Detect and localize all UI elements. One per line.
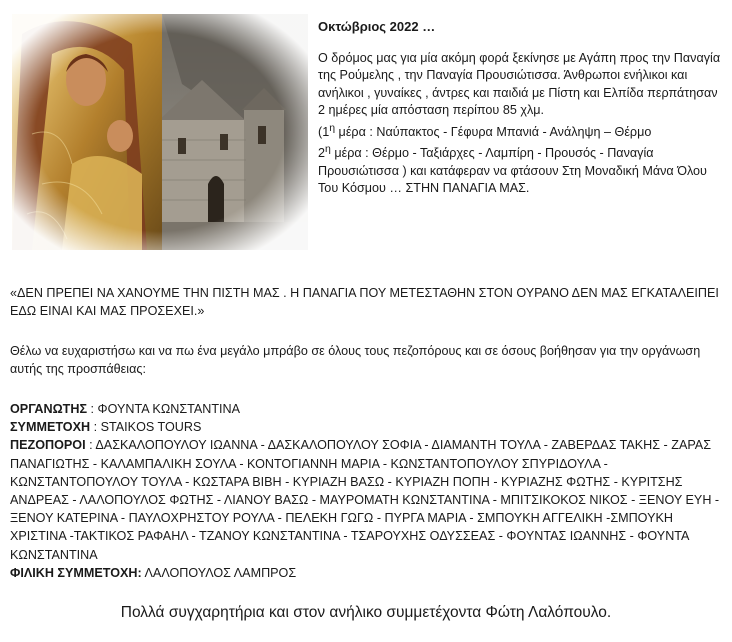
participation-value: : STAIKOS TOURS xyxy=(90,420,202,435)
day2-route: μέρα : Θέρμο - Ταξιάρχες - Λαμπίρη - Προυσός - Παναγία Προυσιώτισσα ) και κατάφεραν να φτάσουν Στη Μοναδική Μάνα Όλου Του Κόσμου … ΣΤΗΝ ΠΑΝΑΓΙΑ ΜΑΣ. xyxy=(318,146,707,196)
hikers-label: ΠΕΖΟΠΟΡΟΙ xyxy=(10,438,86,453)
thanks-text: Θέλω να ευχαριστήσω και να πω ένα μεγάλο μπράβο σε όλους τους πεζοπόρους και σε όσους βοήθησαν για την οργάνωση αυτής της προσπάθειας: xyxy=(10,344,701,376)
day1-route: μέρα : Ναύπακτος - Γέφυρα Μπανιά - Ανάληψη – Θέρμο xyxy=(335,124,652,139)
quote-text: «ΔΕΝ ΠΡΕΠΕΙ ΝΑ ΧΑΝΟΥΜΕ ΤΗΝ ΠΙΣΤΗ ΜΑΣ . Η ΠΑΝΑΓΙΑ ΠΟΥ ΜΕΤΕΣΤΑΘΗΝ ΣΤΟΝ ΟΥΡΑΝΟ ΔΕΝ ΜΑΣ ΕΓΚΑΤΑΛΕΙΠΕΙ ΕΔΩ ΕΙΝΑΙ ΚΑΙ ΜΑΣ ΠΡΟΣΕΧΕΙ.» xyxy=(10,286,719,318)
participation-label: ΣΥΜΜΕΤΟΧΗ xyxy=(10,420,91,435)
intro-text: Ο δρόμος μας για μία ακόμη φορά ξεκίνησε με Αγάπη προς την Παναγία της Ρούμελης , την Παναγία Προυσιώτισσα. Άνθρωποι ενήλικοι και ανήλικοι , γυναίκες , άντρες και παιδιά με Πίστη και Ελπίδα περπάτησαν 2 ημέρες μία απόσταση περίπου 85 χλμ. xyxy=(318,50,721,117)
footer-congratulations: Πολλά συγχαρητήρια και στον ανήλικο συμμετέχοντα Φώτη Λαλόπουλο. xyxy=(120,604,612,621)
day1-ordinal: 1 xyxy=(322,124,330,139)
day2-ordinal: 2 xyxy=(318,146,326,161)
hikers-value: : ΔΑΣΚΑΛΟΠΟΥΛΟΥ ΙΩΑΝΝΑ - ΔΑΣΚΑΛΟΠΟΥΛΟΥ ΣΟΦΙΑ - ΔΙΑΜΑΝΤΗ ΤΟΥΛΑ - ΖΑΒΕΡΔΑΣ ΤΑΚΗΣ - ΖΑΡΑΣ ΠΑΝΑΓΙΩΤΗΣ - ΚΑΛΑΜΠΑΛΙΚΗ ΣΟΥΛΑ - ΚΟΝΤΟΓΙΑΝΝΗ ΜΑΡΙΑ - ΚΩΝΣΤΑΝΤΟΠΟΥΛΟΥ ΣΠΥΡΙΔΟΥΛΑ - ΚΩΝΣΤΑΝΤΟΠΟΥΛΟΥ ΤΟΥΛΑ - ΚΩΣΤΑΡΑ ΒΙΒΗ - ΚΥΡΙΑΖΗ ΒΑΣΩ - ΚΥΡΙΑΖΗ ΠΟΠΗ - ΚΥΡΙΑΖΗΣ ΦΩΤΗΣ - ΚΥΡΙΤΣΗΣ ΑΝΔΡΕΑΣ - ΛΑΛΟΠΟΥΛΟΣ ΦΩΤΗΣ - ΛΙΑΝΟΥ ΒΑΣΩ - ΜΑΥΡΟΜΑΤΗ ΚΩΝΣΤΑΝΤΙΝΑ - ΜΠΙΤΣΙΚΟΚΟΣ ΝΙΚΟΣ - ΞΕΝΟΥ ΕΥΗ - ΞΕΝΟΥ ΚΑΤΕΡΙΝΑ - ΠΑΥΛΟΧΡΗΣΤΟΥ ΡΟΥΛΑ - ΠΕΛΕΚΗ ΓΩΓΩ - ΠΥΡΓΑ ΜΑΡΙΑ - ΣΜΠΟΥΚΗ ΑΓΓΕΛΙΚΗ -ΣΜΠΟΥΚΗ ΧΡΙΣΤΙΝΑ -ΤΑΚΤΙΚΟΣ ΡΑΦΑΗΛ - ΤΖΑΝΟΥ ΚΩΝΣΤΑΝΤΙΝΑ - ΤΣΑΡΟΥΧΗΣ ΟΔΥΣΣΕΑΣ - ΦΟΥΝΤΑΣ ΙΩΑΝΝΗΣ - ΦΟΥΝΤΑ ΚΩΝΣΤΑΝΤΙΝΑ xyxy=(10,438,720,562)
hikers-line xyxy=(10,436,726,563)
friendly-participation-line xyxy=(10,564,726,582)
monastery-icon-photo xyxy=(12,14,308,250)
organizer-line xyxy=(10,400,726,418)
organizer-value: : ΦΟΥΝΤΑ ΚΩΝΣΤΑΝΤΙΝΑ xyxy=(87,402,241,416)
intro-paragraph xyxy=(318,50,722,198)
intro-section xyxy=(318,18,722,198)
friendly-participation-value: ΛΑΛΟΠΟΥΛΟΣ ΛΑΜΠΡΟΣ xyxy=(141,565,297,580)
icon-monastery-photo xyxy=(12,14,308,250)
page-title: Οκτώβριος 2022 … xyxy=(318,19,436,34)
organizer-label: ΟΡΓΑΝΩΤΗΣ xyxy=(10,402,88,416)
day1-ordinal-suffix: η xyxy=(329,121,336,134)
credits-section xyxy=(10,400,726,582)
day1-prefix: ( xyxy=(318,124,323,139)
friendly-participation-label: ΦΙΛΙΚΗ ΣΥΜΜΕΤΟΧΗ: xyxy=(10,565,142,580)
day2-ordinal-suffix: η xyxy=(325,143,331,156)
participation-line xyxy=(10,418,726,436)
